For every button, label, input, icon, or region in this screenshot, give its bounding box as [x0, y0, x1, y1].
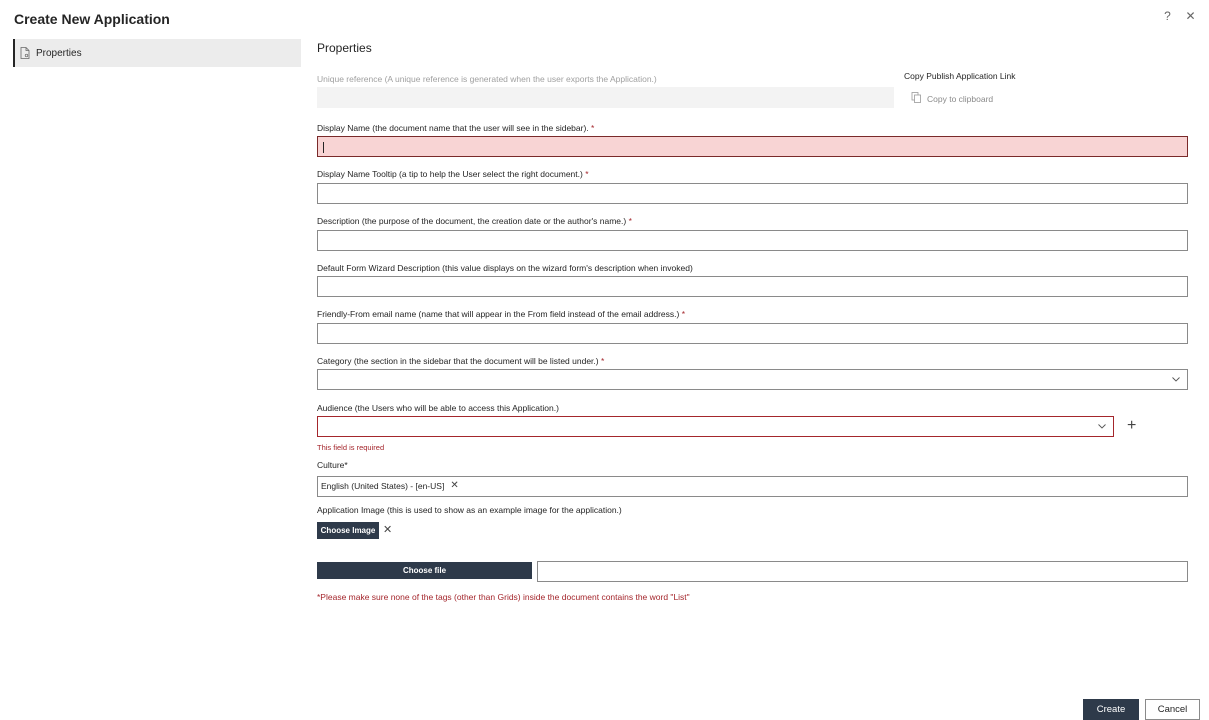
help-icon[interactable]: ? [1164, 9, 1171, 23]
clear-image-icon[interactable]: ✕ [383, 524, 393, 536]
choose-file-button[interactable]: Choose file [317, 562, 532, 579]
wizard-description-input[interactable] [317, 276, 1188, 297]
audience-label: Audience (the Users who will be able to access this Application.) [317, 403, 559, 413]
category-label: Category (the section in the sidebar that the document will be listed under.) * [317, 356, 605, 366]
description-label: Description (the purpose of the document, the creation date or the author's name.) * [317, 216, 632, 226]
properties-form [317, 39, 1188, 602]
application-image-label: Application Image (this is used to show as an example image for the application.) [317, 505, 622, 515]
sidebar-item-properties[interactable] [13, 39, 301, 67]
culture-input[interactable] [317, 476, 1188, 497]
sidebar [13, 39, 301, 67]
dialog-controls [1161, 9, 1197, 23]
section-title: Properties [317, 41, 372, 55]
description-input[interactable] [317, 230, 1188, 251]
chevron-down-icon [1097, 421, 1107, 431]
unique-reference-field [317, 87, 894, 108]
display-name-label: Display Name (the document name that the user will see in the sidebar). * [317, 123, 595, 133]
close-icon[interactable]: ✕ [1185, 9, 1196, 23]
unique-reference-label: Unique reference (A unique reference is generated when the user exports the Application.) [317, 74, 657, 84]
document-icon [20, 47, 30, 59]
create-button[interactable]: Create [1083, 699, 1139, 720]
display-name-tooltip-label: Display Name Tooltip (a tip to help the User select the right document.) * [317, 169, 589, 179]
copy-icon [911, 92, 922, 105]
category-select[interactable] [317, 369, 1188, 390]
text-cursor [323, 142, 324, 153]
tags-warning-note: *Please make sure none of the tags (other than Grids) inside the document contains the word "List" [317, 592, 690, 602]
culture-label: Culture* [317, 460, 348, 470]
dialog-title: Create New Application [14, 11, 170, 27]
display-name-input[interactable] [317, 136, 1188, 157]
publish-link-title: Copy Publish Application Link [904, 71, 1016, 81]
copy-to-clipboard-label: Copy to clipboard [927, 93, 994, 104]
culture-tag-label: English (United States) - [en-US] [321, 480, 445, 491]
friendly-from-input[interactable] [317, 323, 1188, 344]
audience-select[interactable] [317, 416, 1114, 437]
remove-tag-icon[interactable]: ✕ [450, 480, 459, 491]
wizard-description-label: Default Form Wizard Description (this value displays on the wizard form's description when invoked) [317, 263, 693, 273]
friendly-from-label: Friendly-From email name (name that will appear in the From field instead of the email address.) * [317, 309, 686, 319]
culture-tag [321, 480, 459, 491]
choose-image-button[interactable]: Choose Image [317, 522, 379, 539]
sidebar-item-label: Properties [36, 47, 82, 59]
chevron-down-icon [1171, 374, 1181, 384]
audience-error: This field is required [317, 443, 385, 452]
add-audience-icon[interactable]: + [1127, 417, 1137, 434]
copy-to-clipboard-button[interactable] [911, 92, 993, 105]
cancel-button[interactable]: Cancel [1145, 699, 1200, 720]
display-name-tooltip-input[interactable] [317, 183, 1188, 204]
file-name-input[interactable] [537, 561, 1188, 582]
